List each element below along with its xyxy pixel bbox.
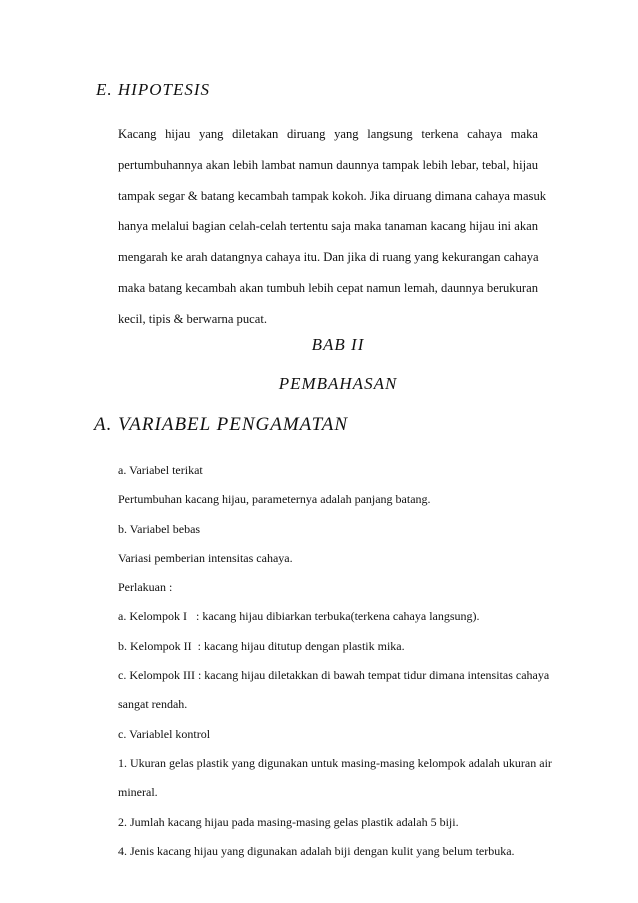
chapter-number (0, 335, 638, 355)
chapter-title-text: PEMBAHASAN (278, 374, 398, 393)
chapter-title (0, 374, 638, 394)
hipotesis-line: Kacang hijau yang diletakan diruang yang langsung terkena cahaya maka (118, 127, 538, 141)
list-item: Perlakuan : (118, 580, 173, 595)
hipotesis-line: mengarah ke arah datangnya cahaya itu. Dan jika di ruang yang kekurangan cahaya (118, 250, 539, 265)
list-item: 1. Ukuran gelas plastik yang digunakan untuk masing-masing kelompok adalah ukuran air (118, 755, 552, 770)
variabel-list (118, 456, 552, 866)
hipotesis-line: maka batang kecambah akan tumbuh lebih cepat namun lemah, daunnya berukuran (118, 280, 538, 295)
list-item: Pertumbuhan kacang hijau, parameternya adalah panjang batang. (118, 492, 431, 507)
hipotesis-paragraph (118, 119, 547, 335)
hipotesis-line: pertumbuhannya akan lebih lambat namun daunnya tampak lebih lebar, tebal, hijau (118, 157, 538, 172)
list-item: a. Kelompok I : kacang hijau dibiarkan terbuka(terkena cahaya langsung). (118, 609, 480, 624)
hipotesis-line: kecil, tipis & berwarna pucat. (118, 311, 267, 326)
list-item: c. Variablel kontrol (118, 726, 211, 741)
list-item: c. Kelompok III : kacang hijau diletakkan di bawah tempat tidur dimana intensitas cahaya (118, 668, 550, 683)
list-item: Variasi pemberian intensitas cahaya. (118, 550, 293, 565)
list-item: b. Kelompok II : kacang hijau ditutup dengan plastik mika. (118, 638, 405, 653)
hipotesis-heading: E. HIPOTESIS (96, 80, 210, 99)
list-item: 4. Jenis kacang hijau yang digunakan adalah biji dengan kulit yang belum terbuka. (118, 843, 515, 858)
hipotesis-line: tampak segar & batang kecambah tampak kokoh. Jika diruang dimana cahaya masuk (118, 188, 547, 203)
list-item: b. Variabel bebas (118, 521, 201, 536)
list-item: a. Variabel terikat (118, 463, 203, 477)
hipotesis-line: hanya melalui bagian celah-celah tertentu saja maka tanaman kacang hijau ini akan (118, 219, 538, 234)
list-item: mineral. (118, 785, 158, 800)
list-item: 2. Jumlah kacang hijau pada masing-masing gelas plastik adalah 5 biji. (118, 814, 459, 829)
list-item: sangat rendah. (118, 697, 188, 712)
chapter-number-text: BAB II (311, 335, 365, 354)
variabel-heading: A. VARIABEL PENGAMATAN (94, 414, 349, 435)
